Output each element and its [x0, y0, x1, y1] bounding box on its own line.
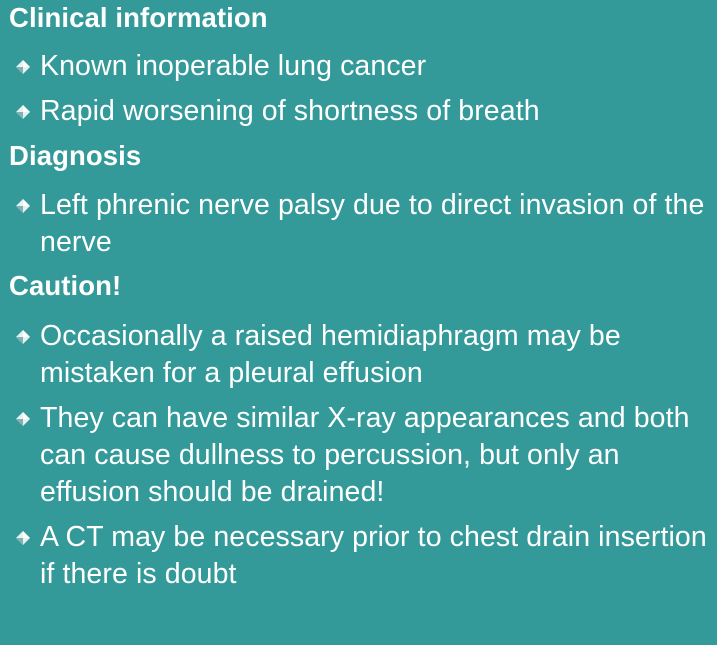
bullet-text: A CT may be necessary prior to chest drain insertion if there is doubt	[40, 521, 707, 590]
section-heading-clinical-information: Clinical information	[9, 2, 268, 33]
diamond-bullet-icon	[16, 105, 30, 119]
list-item	[9, 187, 707, 261]
section-heading-diagnosis: Diagnosis	[9, 140, 142, 171]
diamond-bullet-icon	[16, 60, 30, 74]
bullet-text: They can have similar X-ray appearances and both can cause dullness to percussion, but only an effusion should be drained!	[40, 402, 690, 508]
section-heading-caution: Caution!	[9, 270, 122, 301]
bullet-text: Known inoperable lung cancer	[40, 50, 427, 82]
diamond-bullet-icon	[16, 412, 30, 426]
bullet-text: Rapid worsening of shortness of breath	[40, 95, 540, 127]
diamond-bullet-icon	[16, 199, 30, 213]
diamond-bullet-icon	[16, 330, 30, 344]
bullet-text: Occasionally a raised hemidiaphragm may be mistaken for a pleural effusion	[40, 320, 621, 389]
list-item	[9, 318, 707, 392]
diamond-bullet-icon	[16, 531, 30, 545]
list-item	[9, 93, 707, 130]
list-item	[9, 48, 707, 85]
bullet-list-clinical-information	[9, 48, 707, 130]
list-item	[9, 400, 707, 511]
bullet-text: Left phrenic nerve palsy due to direct invasion of the nerve	[40, 189, 705, 258]
list-item	[9, 519, 707, 593]
bullet-list-caution	[9, 318, 707, 593]
bullet-list-diagnosis	[9, 187, 707, 261]
